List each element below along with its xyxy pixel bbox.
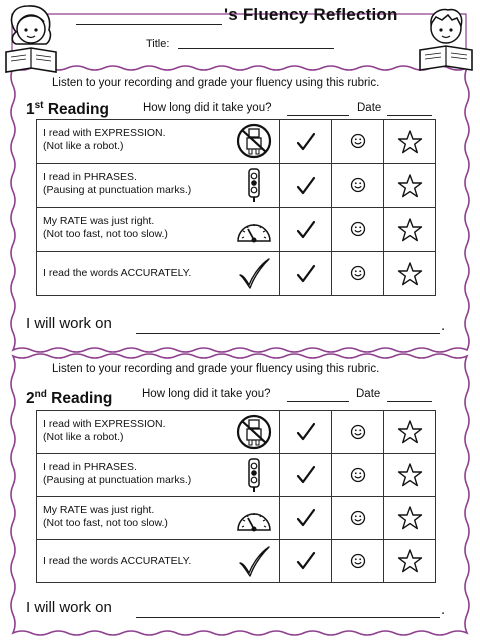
speedometer-icon [235,211,273,247]
criterion-subtext: (Not too fast, not too slow.) [43,516,168,529]
criterion-keyword: RATE [59,504,88,516]
table-row [37,208,436,252]
criterion-text-post: . [188,555,192,567]
smiley-icon [350,221,366,237]
criterion-keyword: RATE [59,215,88,227]
sentence-period: . [441,317,446,334]
reading-label: Reading [51,390,113,408]
rating-smiley-cell[interactable] [332,454,384,497]
check-icon [295,175,317,197]
smiley-icon [350,177,366,193]
star-icon [397,548,423,574]
criterion-text [43,555,191,568]
rating-smiley-cell[interactable] [332,164,384,208]
worksheet-title: 's Fluency Reflection [224,5,398,24]
how-long-blank-line[interactable] [287,115,349,116]
table-row [37,252,436,296]
rubric-criterion [37,454,280,497]
rubric-criterion [37,164,280,208]
reading-number: 2 [26,390,35,408]
criterion-text-pre: My [43,215,60,227]
how-long-blank-line[interactable] [287,401,349,402]
criterion-text [43,461,191,486]
rating-star-cell[interactable] [384,252,436,296]
rating-star-cell[interactable] [384,540,436,583]
instructions: Listen to your recording and grade your fluency using this rubric. [52,363,380,375]
rubric-criterion [37,497,280,540]
will-work-on-label: I will work on [26,599,112,616]
table-row [37,540,436,583]
date-label: Date [357,102,382,114]
reading-heading [26,389,112,408]
criterion-subtext: (Not like a robot.) [43,430,124,443]
date-blank-line[interactable] [387,115,432,116]
star-icon [397,173,423,199]
will-work-on-blank-line[interactable] [136,333,440,334]
rating-check-cell[interactable] [280,540,332,583]
criterion-text-pre: I read with [43,127,95,139]
criterion-text-post: . [134,171,137,183]
criterion-subtext: (Pausing at punctuation marks.) [43,473,192,486]
check-icon [295,131,317,153]
rating-star-cell[interactable] [384,164,436,208]
criterion-text [43,267,191,280]
name-blank-line[interactable] [76,24,222,25]
criterion-text-pre: I read with [43,418,95,430]
rating-smiley-cell[interactable] [332,497,384,540]
star-icon [397,419,423,445]
table-row [37,454,436,497]
check-icon [295,507,317,529]
criterion-keyword: ACCURATELY [120,555,189,567]
smiley-icon [350,424,366,440]
speedometer-icon [235,500,273,536]
rating-check-cell[interactable] [280,120,332,164]
star-icon [397,462,423,488]
criterion-text-post: . [188,267,192,279]
fluency-rubric-table [36,119,436,296]
star-icon [397,129,423,155]
criterion-text [43,215,168,240]
criterion-text-post: . [162,127,166,139]
title-label: Title: [146,38,170,50]
checkmark-icon [235,543,273,579]
table-row [37,120,436,164]
title-blank-line[interactable] [178,48,334,49]
criterion-text-pre: I read in [43,461,84,473]
rating-star-cell[interactable] [384,497,436,540]
rating-check-cell[interactable] [280,252,332,296]
fluency-rubric-table [36,410,436,583]
criterion-keyword: PHRASES [83,171,135,183]
rubric-criterion [37,411,280,454]
reading-suffix: st [34,100,44,111]
rating-check-cell[interactable] [280,497,332,540]
table-row [37,497,436,540]
traffic-light-icon [235,167,273,203]
criterion-text-post: . [162,418,166,430]
will-work-on-blank-line[interactable] [136,617,440,618]
traffic-light-icon [235,457,273,493]
rating-check-cell[interactable] [280,411,332,454]
reading-suffix: nd [34,389,47,400]
date-blank-line[interactable] [387,401,432,402]
rubric-criterion [37,120,280,164]
girl-reading-icon [2,2,68,74]
reading-number: 1 [26,101,35,119]
rubric-criterion [37,540,280,583]
criterion-keyword: EXPRESSION [94,418,163,430]
rating-smiley-cell[interactable] [332,120,384,164]
rating-check-cell[interactable] [280,208,332,252]
reading-label: Reading [47,101,109,119]
criterion-subtext: (Not too fast, not too slow.) [43,227,168,240]
no-robot-icon [235,123,273,159]
star-icon [397,505,423,531]
check-icon [295,550,317,572]
smiley-icon [350,133,366,149]
smiley-icon [350,553,366,569]
smiley-icon [350,510,366,526]
criterion-text [43,418,166,443]
rating-check-cell[interactable] [280,164,332,208]
criterion-text-post: was just right. [87,215,155,227]
rating-smiley-cell[interactable] [332,208,384,252]
rating-star-cell[interactable] [384,120,436,164]
criterion-subtext: (Pausing at punctuation marks.) [43,183,192,196]
rating-star-cell[interactable] [384,454,436,497]
rating-smiley-cell[interactable] [332,540,384,583]
rating-smiley-cell[interactable] [332,411,384,454]
sentence-period: . [441,601,446,618]
how-long-question: How long did it take you? [143,102,272,114]
criterion-keyword: EXPRESSION [94,127,163,139]
check-icon [295,263,317,285]
check-icon [295,464,317,486]
criterion-subtext: (Not like a robot.) [43,139,124,152]
criterion-keyword: ACCURATELY [120,267,189,279]
date-label: Date [356,388,381,400]
criterion-text-pre: My [43,504,60,516]
criterion-keyword: PHRASES [83,461,135,473]
instructions: Listen to your recording and grade your fluency using this rubric. [52,77,380,89]
checkmark-icon [235,255,273,291]
rating-star-cell[interactable] [384,411,436,454]
will-work-on-label: I will work on [26,315,112,332]
criterion-text-pre: I read the words [43,267,121,279]
criterion-text-post: . [134,461,137,473]
check-icon [295,219,317,241]
rating-smiley-cell[interactable] [332,252,384,296]
rating-star-cell[interactable] [384,208,436,252]
star-icon [397,261,423,287]
criterion-text [43,171,191,196]
smiley-icon [350,467,366,483]
star-icon [397,217,423,243]
criterion-text-post: was just right. [87,504,155,516]
reading-heading [26,100,109,119]
criterion-text [43,127,166,152]
criterion-text-pre: I read the words [43,555,121,567]
table-row [37,164,436,208]
rating-check-cell[interactable] [280,454,332,497]
smiley-icon [350,265,366,281]
how-long-question: How long did it take you? [142,388,271,400]
rubric-criterion [37,252,280,296]
criterion-text [43,504,168,529]
boy-reading-icon [412,2,478,74]
criterion-text-pre: I read in [43,171,84,183]
table-row [37,411,436,454]
rubric-criterion [37,208,280,252]
check-icon [295,421,317,443]
no-robot-icon [235,414,273,450]
